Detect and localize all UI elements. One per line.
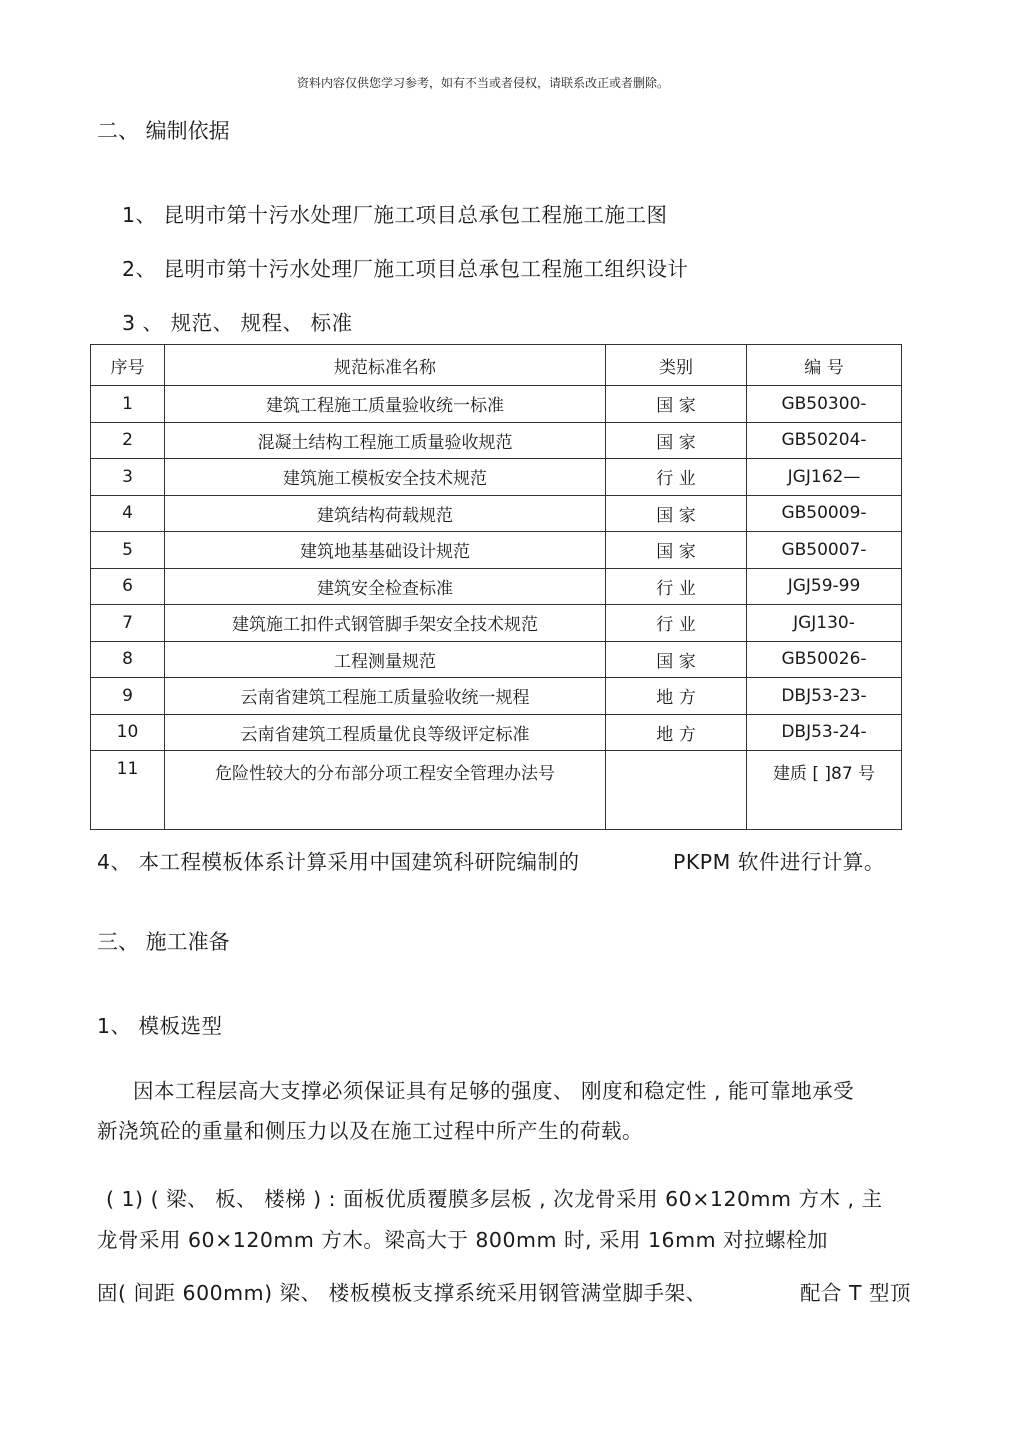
cell-category: 地 方 bbox=[606, 714, 747, 751]
table-row bbox=[91, 568, 902, 605]
header-index: 序号 bbox=[91, 345, 165, 386]
cell-category: 国 家 bbox=[606, 532, 747, 569]
cell-category: 国 家 bbox=[606, 386, 747, 423]
cell-index: 7 bbox=[91, 605, 165, 642]
cell-code: JGJ130- bbox=[747, 605, 902, 642]
table-row bbox=[91, 641, 902, 678]
cell-category: 国 家 bbox=[606, 422, 747, 459]
cell-category: 行 业 bbox=[606, 459, 747, 496]
cell-index: 6 bbox=[91, 568, 165, 605]
header-name: 规范标准名称 bbox=[165, 345, 606, 386]
cell-name: 云南省建筑工程质量优良等级评定标准 bbox=[165, 714, 606, 751]
header-category: 类别 bbox=[606, 345, 747, 386]
cell-name: 云南省建筑工程施工质量验收统一规程 bbox=[165, 678, 606, 715]
cell-name: 建筑安全检查标准 bbox=[165, 568, 606, 605]
cell-index: 11 bbox=[91, 751, 165, 830]
cell-code: GB50300- bbox=[747, 386, 902, 423]
paragraph-2-line-1: ( 1) ( 梁、 板、 楼梯 ) : 面板优质覆膜多层板 , 次龙骨采用 60×120mm 方木 , 主 bbox=[106, 1187, 883, 1211]
table-row bbox=[91, 714, 902, 751]
table-row bbox=[91, 386, 902, 423]
cell-category: 行 业 bbox=[606, 605, 747, 642]
cell-name: 建筑工程施工质量验收统一标准 bbox=[165, 386, 606, 423]
table-row bbox=[91, 422, 902, 459]
cell-code: GB50009- bbox=[747, 495, 902, 532]
cell-category: 国 家 bbox=[606, 641, 747, 678]
item-4-text: 4、 本工程模板体系计算采用中国建筑科研院编制的 bbox=[97, 850, 580, 874]
paragraph-2-line-2: 龙骨采用 60×120mm 方木。梁高大于 800mm 时, 采用 16mm 对拉螺栓加 bbox=[97, 1228, 829, 1252]
cell-category: 地 方 bbox=[606, 678, 747, 715]
table-row bbox=[91, 605, 902, 642]
basis-item-1: 1、 昆明市第十污水处理厂施工项目总承包工程施工施工图 bbox=[122, 203, 668, 227]
cell-index: 3 bbox=[91, 459, 165, 496]
cell-index: 9 bbox=[91, 678, 165, 715]
cell-name: 危险性较大的分布部分项工程安全管理办法号 bbox=[165, 751, 606, 830]
basis-item-3: 3 、 规范、 规程、 标准 bbox=[122, 311, 353, 335]
cell-name: 建筑结构荷载规范 bbox=[165, 495, 606, 532]
paragraph-1-line-1: 因本工程层高大支撑必须保证具有足够的强度、 刚度和稳定性 , 能可靠地承受 bbox=[133, 1079, 855, 1103]
cell-code: JGJ59-99 bbox=[747, 568, 902, 605]
cell-index: 2 bbox=[91, 422, 165, 459]
cell-index: 8 bbox=[91, 641, 165, 678]
cell-category: 行 业 bbox=[606, 568, 747, 605]
cell-code: 建质 [ ]87 号 bbox=[747, 751, 902, 830]
cell-index: 4 bbox=[91, 495, 165, 532]
section-heading-basis: 二、 编制依据 bbox=[97, 119, 230, 143]
header-code: 编 号 bbox=[747, 345, 902, 386]
table-row bbox=[91, 678, 902, 715]
section-heading-preparation: 三、 施工准备 bbox=[97, 930, 230, 954]
cell-index: 5 bbox=[91, 532, 165, 569]
cell-category bbox=[606, 751, 747, 830]
subheading-formwork-selection: 1、 模板选型 bbox=[97, 1014, 223, 1038]
standards-table bbox=[90, 344, 902, 830]
cell-index: 1 bbox=[91, 386, 165, 423]
cell-code: JGJ162— bbox=[747, 459, 902, 496]
cell-code: GB50204- bbox=[747, 422, 902, 459]
table-header-row bbox=[91, 345, 902, 386]
cell-name: 混凝土结构工程施工质量验收规范 bbox=[165, 422, 606, 459]
cell-index: 10 bbox=[91, 714, 165, 751]
table-row bbox=[91, 532, 902, 569]
cell-name: 工程测量规范 bbox=[165, 641, 606, 678]
paragraph-2-line-3-tail: 配合 T 型顶 bbox=[800, 1281, 912, 1305]
table-row bbox=[91, 459, 902, 496]
copyright-notice: 资料内容仅供您学习参考，如有不当或者侵权，请联系改正或者删除。 bbox=[296, 76, 669, 90]
table-row bbox=[91, 751, 902, 830]
cell-name: 建筑施工扣件式钢管脚手架安全技术规范 bbox=[165, 605, 606, 642]
cell-code: DBJ53-23- bbox=[747, 678, 902, 715]
cell-name: 建筑地基基础设计规范 bbox=[165, 532, 606, 569]
item-4-tail: PKPM 软件进行计算。 bbox=[673, 850, 885, 874]
cell-code: GB50007- bbox=[747, 532, 902, 569]
paragraph-2-line-3: 固( 间距 600mm) 梁、 楼板模板支撑系统采用钢管满堂脚手架、 bbox=[97, 1281, 707, 1305]
cell-code: DBJ53-24- bbox=[747, 714, 902, 751]
table-row bbox=[91, 495, 902, 532]
paragraph-1-line-2: 新浇筑砼的重量和侧压力以及在施工过程中所产生的荷载。 bbox=[97, 1119, 643, 1143]
cell-code: GB50026- bbox=[747, 641, 902, 678]
cell-category: 国 家 bbox=[606, 495, 747, 532]
cell-name: 建筑施工模板安全技术规范 bbox=[165, 459, 606, 496]
basis-item-2: 2、 昆明市第十污水处理厂施工项目总承包工程施工组织设计 bbox=[122, 257, 689, 281]
